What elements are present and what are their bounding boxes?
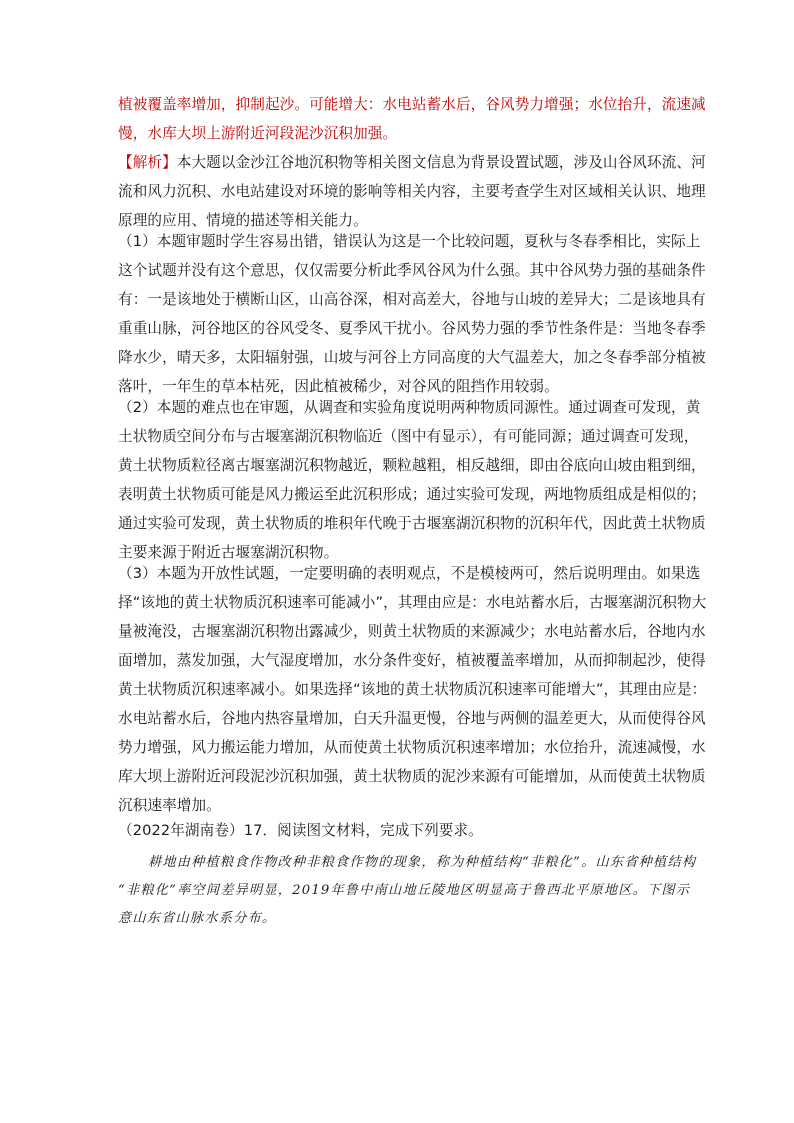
material-line: 耕地由种植粮食作物改种非粮食作物的现象，称为种植结构“非粮化”。山东省种植结构 <box>148 855 697 870</box>
analysis-line: 势力增强，风力搬运能力增加，从而使黄土状物质沉积速率增加；水位抬升，流速减慢，水 <box>118 739 706 756</box>
analysis-line: 有：一是该地处于横断山区，山高谷深，相对高差大，谷地与山坡的差异大；二是该地具有 <box>118 291 706 308</box>
analysis-line: （1）本题审题时学生容易出错，错误认为这是一个比较问题，夏秋与冬春季相比，实际上 <box>118 233 701 250</box>
analysis-line: 通过实验可发现，黄土状物质的堆积年代晚于古堰塞湖沉积物的沉积年代，因此黄土状物质 <box>118 515 706 532</box>
analysis-line: 择“该地的黄土状物质沉积速率可能减小”，其理由应是：水电站蓄水后，古堰塞湖沉积物大 <box>118 594 707 611</box>
material-line: “非粮化”率空间差异明显，2019年鲁中南山地丘陵地区明显高于鲁西北平原地区。下图示 <box>118 883 691 898</box>
answer-line-1: 植被覆盖率增加，抑制起沙。可能增大：水电站蓄水后，谷风势力增强；水位抬升，流速减 <box>118 96 706 113</box>
analysis-line: 黄土状物质沉积速率减小。如果选择“该地的黄土状物质沉积速率可能增大”，其理由应是： <box>118 681 707 698</box>
analysis-line: 降水少，晴天多，太阳辐射强，山坡与河谷上方同高度的大气温差大，加之冬春季部分植被 <box>118 349 706 366</box>
analysis-line: 面增加，蒸发加强，大气湿度增加，水分条件变好，植被覆盖率增加，从而抑制起沙，使得 <box>118 652 706 669</box>
analysis-intro: 本大题以金沙江谷地沉积物等相关图文信息为背景设置试题，涉及山谷风环流、河 <box>176 154 706 171</box>
analysis-line: 原理的应用、情境的描述等相关能力。 <box>118 212 368 229</box>
analysis-line: 库大坝上游附近河段泥沙沉积加强，黄土状物质的泥沙来源有可能增加，从而使黄土状物质 <box>118 768 706 785</box>
analysis-line: 落叶，一年生的草本枯死，因此植被稀少，对谷风的阻挡作用较弱。 <box>118 378 559 395</box>
analysis-line: 流和风力沉积、水电站建设对环境的影响等相关内容，主要考查学生对区域相关认识、地理 <box>118 183 706 200</box>
analysis-line: 土状物质空间分布与古堰塞湖沉积物临近（图中有显示），有可能同源；通过调查可发现， <box>118 428 699 445</box>
analysis-first-line <box>118 153 706 173</box>
analysis-line: 主要来源于附近古堰塞湖沉积物。 <box>118 544 339 561</box>
material-line: 意山东省山脉水系分布。 <box>118 911 277 926</box>
analysis-line: 这个试题并没有这个意思，仅仅需要分析此季风谷风为什么强。其中谷风势力强的基础条件 <box>118 262 706 279</box>
analysis-tag: 【解析】 <box>118 154 177 171</box>
analysis-line: （2）本题的难点也在审题，从调查和实验角度说明两种物质同源性。通过调查可发现，黄 <box>118 399 701 416</box>
analysis-line: 水电站蓄水后，谷地内热容量增加，白天升温更慢，谷地与两侧的温差更大，从而使得谷风 <box>118 710 706 727</box>
analysis-line: 重重山脉，河谷地区的谷风受冬、夏季风干扰小。谷风势力强的季节性条件是：当地冬春季 <box>118 320 706 337</box>
analysis-line: 沉积速率增加。 <box>118 797 221 814</box>
analysis-line: 量被淹没，古堰塞湖沉积物出露减少，则黄土状物质的来源减少；水电站蓄水后，谷地内水 <box>118 623 706 640</box>
answer-line-2: 慢，水库大坝上游附近河段泥沙沉积加强。 <box>118 125 398 142</box>
analysis-line: 表明黄土状物质可能是风力搬运至此沉积形成；通过实验可发现，两地物质组成是相似的； <box>118 486 706 503</box>
analysis-line: （3）本题为开放性试题，一定要明确的表明观点，不是模棱两可，然后说明理由。如果选 <box>118 565 701 582</box>
question-header: （2022年湖南卷）17．阅读图文材料，完成下列要求。 <box>118 822 483 839</box>
analysis-line: 黄土状物质粒径离古堰塞湖沉积物越近，颗粒越粗，相反越细，即由谷底向山坡由粗到细， <box>118 457 706 474</box>
